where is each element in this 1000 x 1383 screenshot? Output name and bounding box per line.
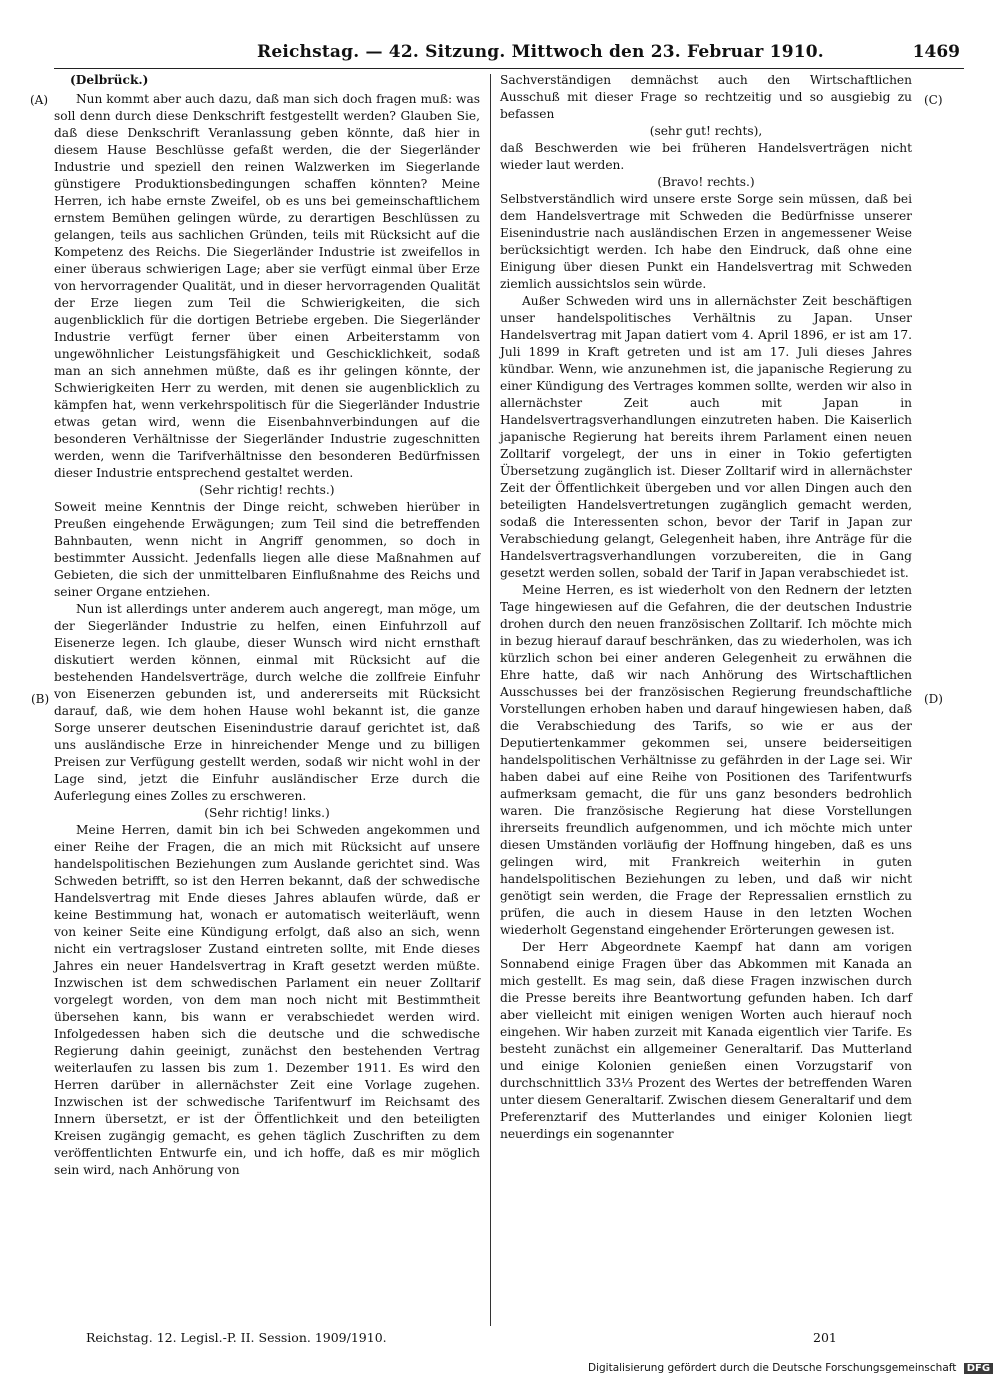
margin-mark-b: (B) — [31, 692, 50, 706]
running-header — [0, 42, 1000, 68]
header-rule — [54, 68, 964, 69]
margin-mark-a: (A) — [30, 93, 49, 107]
funding-text: Digitalisierung gefördert durch die Deutsche Forschungsgemeinschaft — [588, 1362, 957, 1374]
paragraph: Meine Herren, es ist wiederholt von den Rednern der letzten Tage hingewiesen auf die Gefahren, die der deutschen Industrie drohen durch den neuen französischen Zolltarif. Ich möchte mich in bezug hierauf darauf beschränken, das zu wiederholen, was ich kürzlich schon bei einer anderen Gelegenheit zu erwähnen die Ehre hatte, daß wir nach Anhörung des Wirtschaftlichen Ausschusses bei der französischen Regierung freundschaftliche Vorstellungen erhoben haben und darauf hingewiesen haben, daß die Verabschiedung des Tarifs, so wie er aus der Deputiertenkammer gekommen sei, unsere beiderseitigen handelspolitischen Verhältnisse zu gefährden in der Lage sei. Wir haben dabei auf eine Reihe von Positionen des Tarifentwurfs aufmerksam gemacht, die für uns ganz besonders bedrohlich waren. Die französische Regierung hat diese Vorstellungen ihrerseits freundlich aufgenommen, und ich möchte mich unter diesen Umständen vorläufig der Hoffnung hingeben, daß es uns gelingen wird, mit Frankreich weiterhin in guten handelspolitischen Beziehungen zu leben, und daß wir nicht genötigt sein werden, die Frage der Repressalien ernstlich zu prüfen, die auch in diesem Hause in den letzten Wochen wiederholt Gegenstand eingehender Erörterungen gewesen ist. — [500, 583, 912, 937]
column-divider — [490, 74, 491, 1326]
speaker-name: (Delbrück.) — [70, 73, 149, 87]
paragraph: Nun ist allerdings unter anderem auch angeregt, man möge, um der Siegerländer Industrie zu helfen, einen Einfuhrzoll auf Eisenerze legen. Ich glaube, dieser Wunsch wird nicht ernsthaft diskutiert werden können, einmal mit Rücksicht auf die bestehenden Handelsverträge, durch welche die zollfreie Einfuhr von Eisenerzen gebunden ist, und andererseits mit Rücksicht darauf, daß, wie dem hohen Hause wohl bekannt ist, die ganze Sorge unserer deutschen Eisenindustrie darauf gerichtet ist, daß uns ausländische Erze in hinreichender Menge und zu billigen Preisen zur Verfügung gestellt werden, sodaß wir nicht wohl in der Lage sind, jetzt die Einfuhr ausländischer Erze durch die Auferlegung eines Zolles zu erschweren. — [54, 602, 480, 803]
footer-session-info: Reichstag. 12. Legisl.-P. II. Session. 1909/1910. — [86, 1330, 387, 1345]
interjection: (Sehr richtig! links.) — [204, 806, 330, 820]
paragraph: Außer Schweden wird uns in allernächster Zeit beschäftigen unser handelspolitisches Verhältnis zu Japan. Unser Handelsvertrag mit Japan datiert vom 4. April 1896, er ist am 17. Juli 1899 in Kraft getreten und ist am 17. Juli dieses Jahres kündbar. Wenn, wie anzunehmen ist, die japanische Regierung zu einer Kündigung des Vertrages kommen sollte, werden wir also in allernächster Zeit auch mit Japan in Handelsvertragsverhandlungen einzutreten haben. Die Kaiserlich japanische Regierung hat bereits ihrem Parlament einen neuen Zolltarif vorgelegt, der uns in einer in Tokio gefertigten Übersetzung zugänglich ist. Dieser Zolltarif wird in allernächster Zeit der Öffentlichkeit übergeben und vor allen Dingen auch den beteiligten Handelsvertretungen zugänglich gemacht werden, sodaß die Interessenten schon, bevor der Tarif in Japan zur Verabschiedung gelangt, Gelegenheit haben, ihre Anträge für die Handelsvertragsverhandlungen vorzubereiten, die in Gang gesetzt werden sollen, sobald der Tarif in Japan verabschiedet ist. — [500, 294, 912, 580]
paragraph: Nun kommt aber auch dazu, daß man sich doch fragen muß: was soll denn durch diese Denkschrift festgestellt werden? Glauben Sie, daß diese Denkschrift Veranlassung geben könnte, daß hier in diesem Hause Beschlüsse gefaßt werden, die der Siegerländer Industrie und speziell den reinen Walzwerken im Siegerlande günstigere Produktionsbedingungen schaffen könnten? Meine Herren, ich habe ernste Zweifel, ob es uns bei gemeinschaftlichem ernstem Bemühen gelingen würde, zu derartigen Beschlüssen zu gelangen, teils aus sachlichen Gründen, teils mit Rücksicht auf die Kompetenz des Reichs. Die Siegerländer Industrie ist zweifellos in einer überaus schwierigen Lage; aber sie verfügt einmal über Erze von hervorragender Qualität, und in dieser hervorragenden Qualität der Erze liegen zum Teil die Schwierigkeiten, die sich augenblicklich für die dortigen Betriebe ergeben. Die Siegerländer Industrie verfügt ferner über einen Arbeiterstamm von ungewöhnlicher Leistungsfähigkeit und Geschicklichkeit, sodaß man an sich annehmen müßte, daß es ihr gelingen könnte, der Schwierigkeiten Herr zu werden, mit denen sie augenblicklich zu kämpfen hat, wenn verkehrspolitisch für die Siegerländer Industrie etwas getan wird, wenn die Eisenbahnverbindungen auf die besonderen Verhältnisse der Siegerländer Industrie zugeschnitten werden, wenn die Tarifverhältnisse den besonderen Bedürfnissen dieser Industrie entsprechend gestaltet werden. — [54, 92, 480, 480]
interjection: (Bravo! rechts.) — [657, 175, 755, 189]
page-header-title: Reichstag. — 42. Sitzung. Mittwoch den 23. Februar 1910. — [257, 42, 824, 62]
paragraph: Sachverständigen demnächst auch den Wirtschaftlichen Ausschuß mit dieser Frage so rechtzeitig und so ausgiebig zu befassen — [500, 73, 912, 121]
paragraph: Meine Herren, damit bin ich bei Schweden angekommen und einer Reihe der Fragen, die an mich mit Rücksicht auf unsere handelspolitischen Beziehungen zum Auslande gerichtet sind. Was Schweden betrifft, so ist den Herren bekannt, daß der schwedische Handelsvertrag mit Ende dieses Jahres ablaufen würde, daß er keine Bestimmung hat, wonach er automatisch weiterläuft, wenn von keiner Seite eine Kündigung erfolgt, daß also an sich, wenn nicht ein vertragsloser Zustand eintreten sollte, mit Ende dieses Jahres ein neuer Handelsvertrag in Kraft gesetzt werden müßte. Inzwischen ist dem schwedischen Parlament ein neuer Zolltarif vorgelegt worden, von dem man noch nicht mit Bestimmtheit übersehen kann, bis wann er verabschiedet werden wird. Infolgedessen haben sich die deutsche und die schwedische Regierung dahin geeinigt, zunächst den bestehenden Vertrag weiterlaufen zu lassen bis zum 1. Dezember 1911. Es wird den Herren darüber in allernächster Zeit eine Vorlage zugehen. Inzwischen ist der schwedische Tarifentwurf im Reichsamt des Innern übersetzt, er ist der Öffentlichkeit und den beteiligten Kreisen zugängig gemacht, es gehen täglich Zuschriften zu dem veröffentlichten Entwurfe ein, und ich hoffe, daß es mir möglich sein wird, nach Anhörung von — [54, 823, 480, 1177]
paragraph: Soweit meine Kenntnis der Dinge reicht, schweben hierüber in Preußen eingehende Erwägungen; zum Teil sind die betreffenden Bahnbauten, wenn nicht in Angriff genommen, so doch in bestimmter Aussicht. Jedenfalls liegen alle diese Maßnahmen auf Gebieten, die sich der unmittelbaren Einflußnahme des Reichs und seiner Organe entziehen. — [54, 500, 480, 599]
paragraph: daß Beschwerden wie bei früheren Handelsverträgen nicht wieder laut werden. — [500, 141, 912, 172]
dfg-logo: DFG — [964, 1363, 993, 1374]
margin-mark-d: (D) — [924, 692, 943, 706]
left-column — [54, 72, 480, 1179]
funding-notice — [588, 1362, 993, 1374]
footer-sheet-number: 201 — [813, 1330, 837, 1345]
interjection: (sehr gut! rechts), — [649, 124, 763, 138]
page-number: 1469 — [912, 42, 960, 62]
right-column — [500, 72, 912, 1143]
paragraph: Selbstverständlich wird unsere erste Sorge sein müssen, daß bei dem Handelsvertrage mit Schweden die Bedürfnisse unserer Eisenindustrie nach ausländischen Erzen in angemessener Weise berücksichtigt werden. Ich habe den Eindruck, daß ohne eine Einigung über diesen Punkt ein Handelsvertrag mit Schweden ziemlich aussichtslos sein würde. — [500, 192, 912, 291]
paragraph: Der Herr Abgeordnete Kaempf hat dann am vorigen Sonnabend einige Fragen über das Abkommen mit Kanada an mich gestellt. Es mag sein, daß diese Fragen inzwischen durch die Presse bereits ihre Beantwortung gefunden haben. Ich darf aber vielleicht mit einigen wenigen Worten auch hierauf noch eingehen. Wir haben zurzeit mit Kanada eigentlich vier Tarife. Es besteht zunächst ein allgemeiner Generaltarif. Das Mutterland und einige Kolonien genießen einen Vorzugstarif von durchschnittlich 33⅓ Prozent des Wertes der betreffenden Waren unter diesem Generaltarif. Zwischen diesem Generaltarif und dem Preferenztarif des Mutterlandes und einiger Kolonien liegt neuerdings ein sogenannter — [500, 940, 912, 1141]
margin-mark-c: (C) — [924, 93, 943, 107]
interjection: (Sehr richtig! rechts.) — [199, 483, 335, 497]
